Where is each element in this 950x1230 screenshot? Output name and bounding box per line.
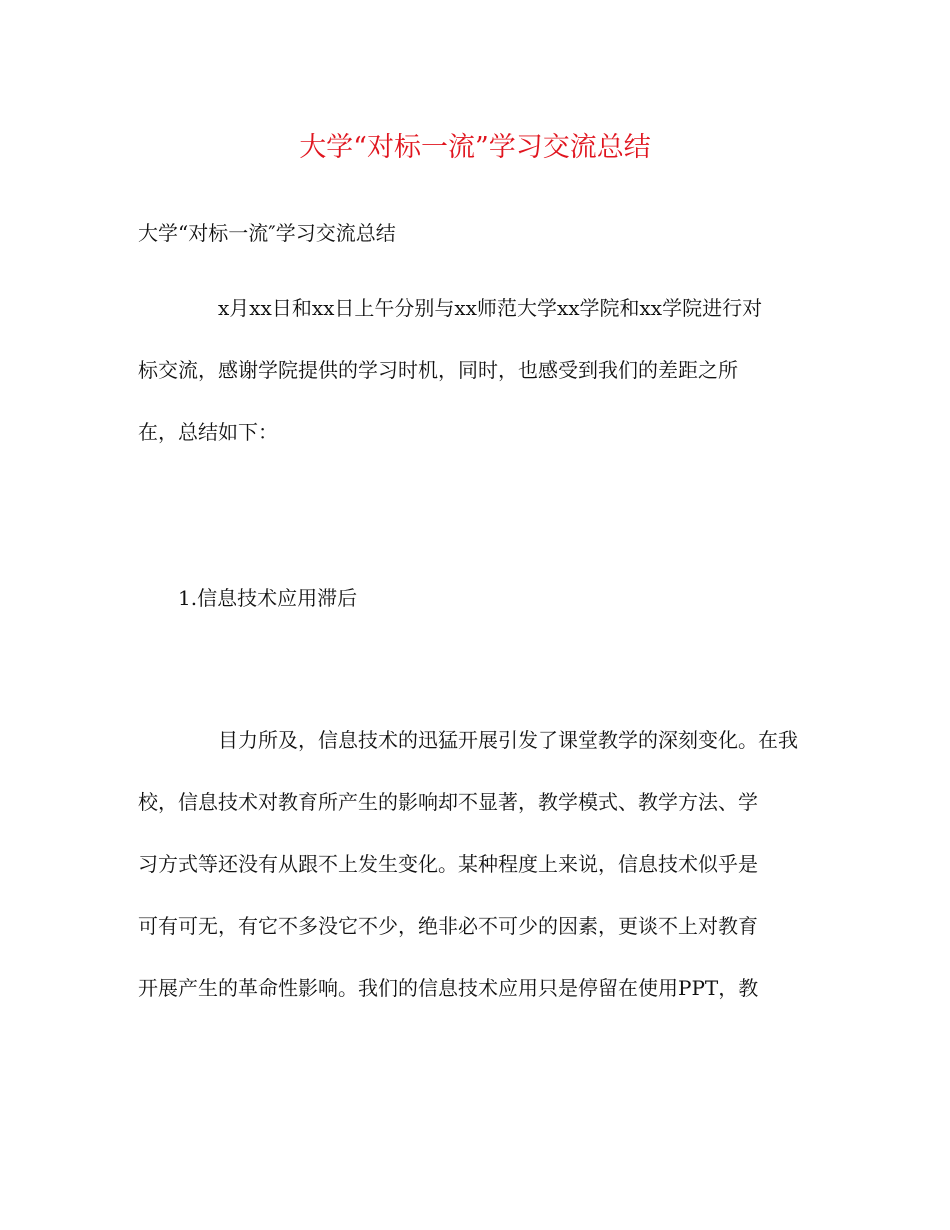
section-heading: 1.信息技术应用滞后 <box>178 586 358 610</box>
intro-line-3: 在，总结如下： <box>138 420 278 444</box>
intro-line-2: 标交流，感谢学院提供的学习时机，同时，也感受到我们的差距之所 <box>138 358 738 382</box>
body-line-5: 开展产生的革命性影响。我们的信息技术应用只是停留在使用PPT，教 <box>138 976 759 1000</box>
body-line-4: 可有可无，有它不多没它不少，绝非必不可少的因素，更谈不上对教育 <box>138 914 758 938</box>
body-line-3: 习方式等还没有从跟不上发生变化。某种程度上来说，信息技术似乎是 <box>138 852 758 876</box>
body-paragraph <box>138 709 818 1019</box>
document-title: 大学“对标一流”学习交流总结 <box>299 132 651 163</box>
intro-line-1: x月xx日和xx日上午分别与xx师范大学xx学院和xx学院进行对 <box>218 296 763 320</box>
body-line-1: 目力所及，信息技术的迅猛开展引发了课堂教学的深刻变化。在我 <box>218 728 798 752</box>
intro-paragraph <box>138 277 818 463</box>
document-subtitle: 大学“对标一流″学习交流总结 <box>138 221 396 245</box>
body-line-2: 校，信息技术对教育所产生的影响却不显著，教学模式、教学方法、学 <box>138 790 758 814</box>
